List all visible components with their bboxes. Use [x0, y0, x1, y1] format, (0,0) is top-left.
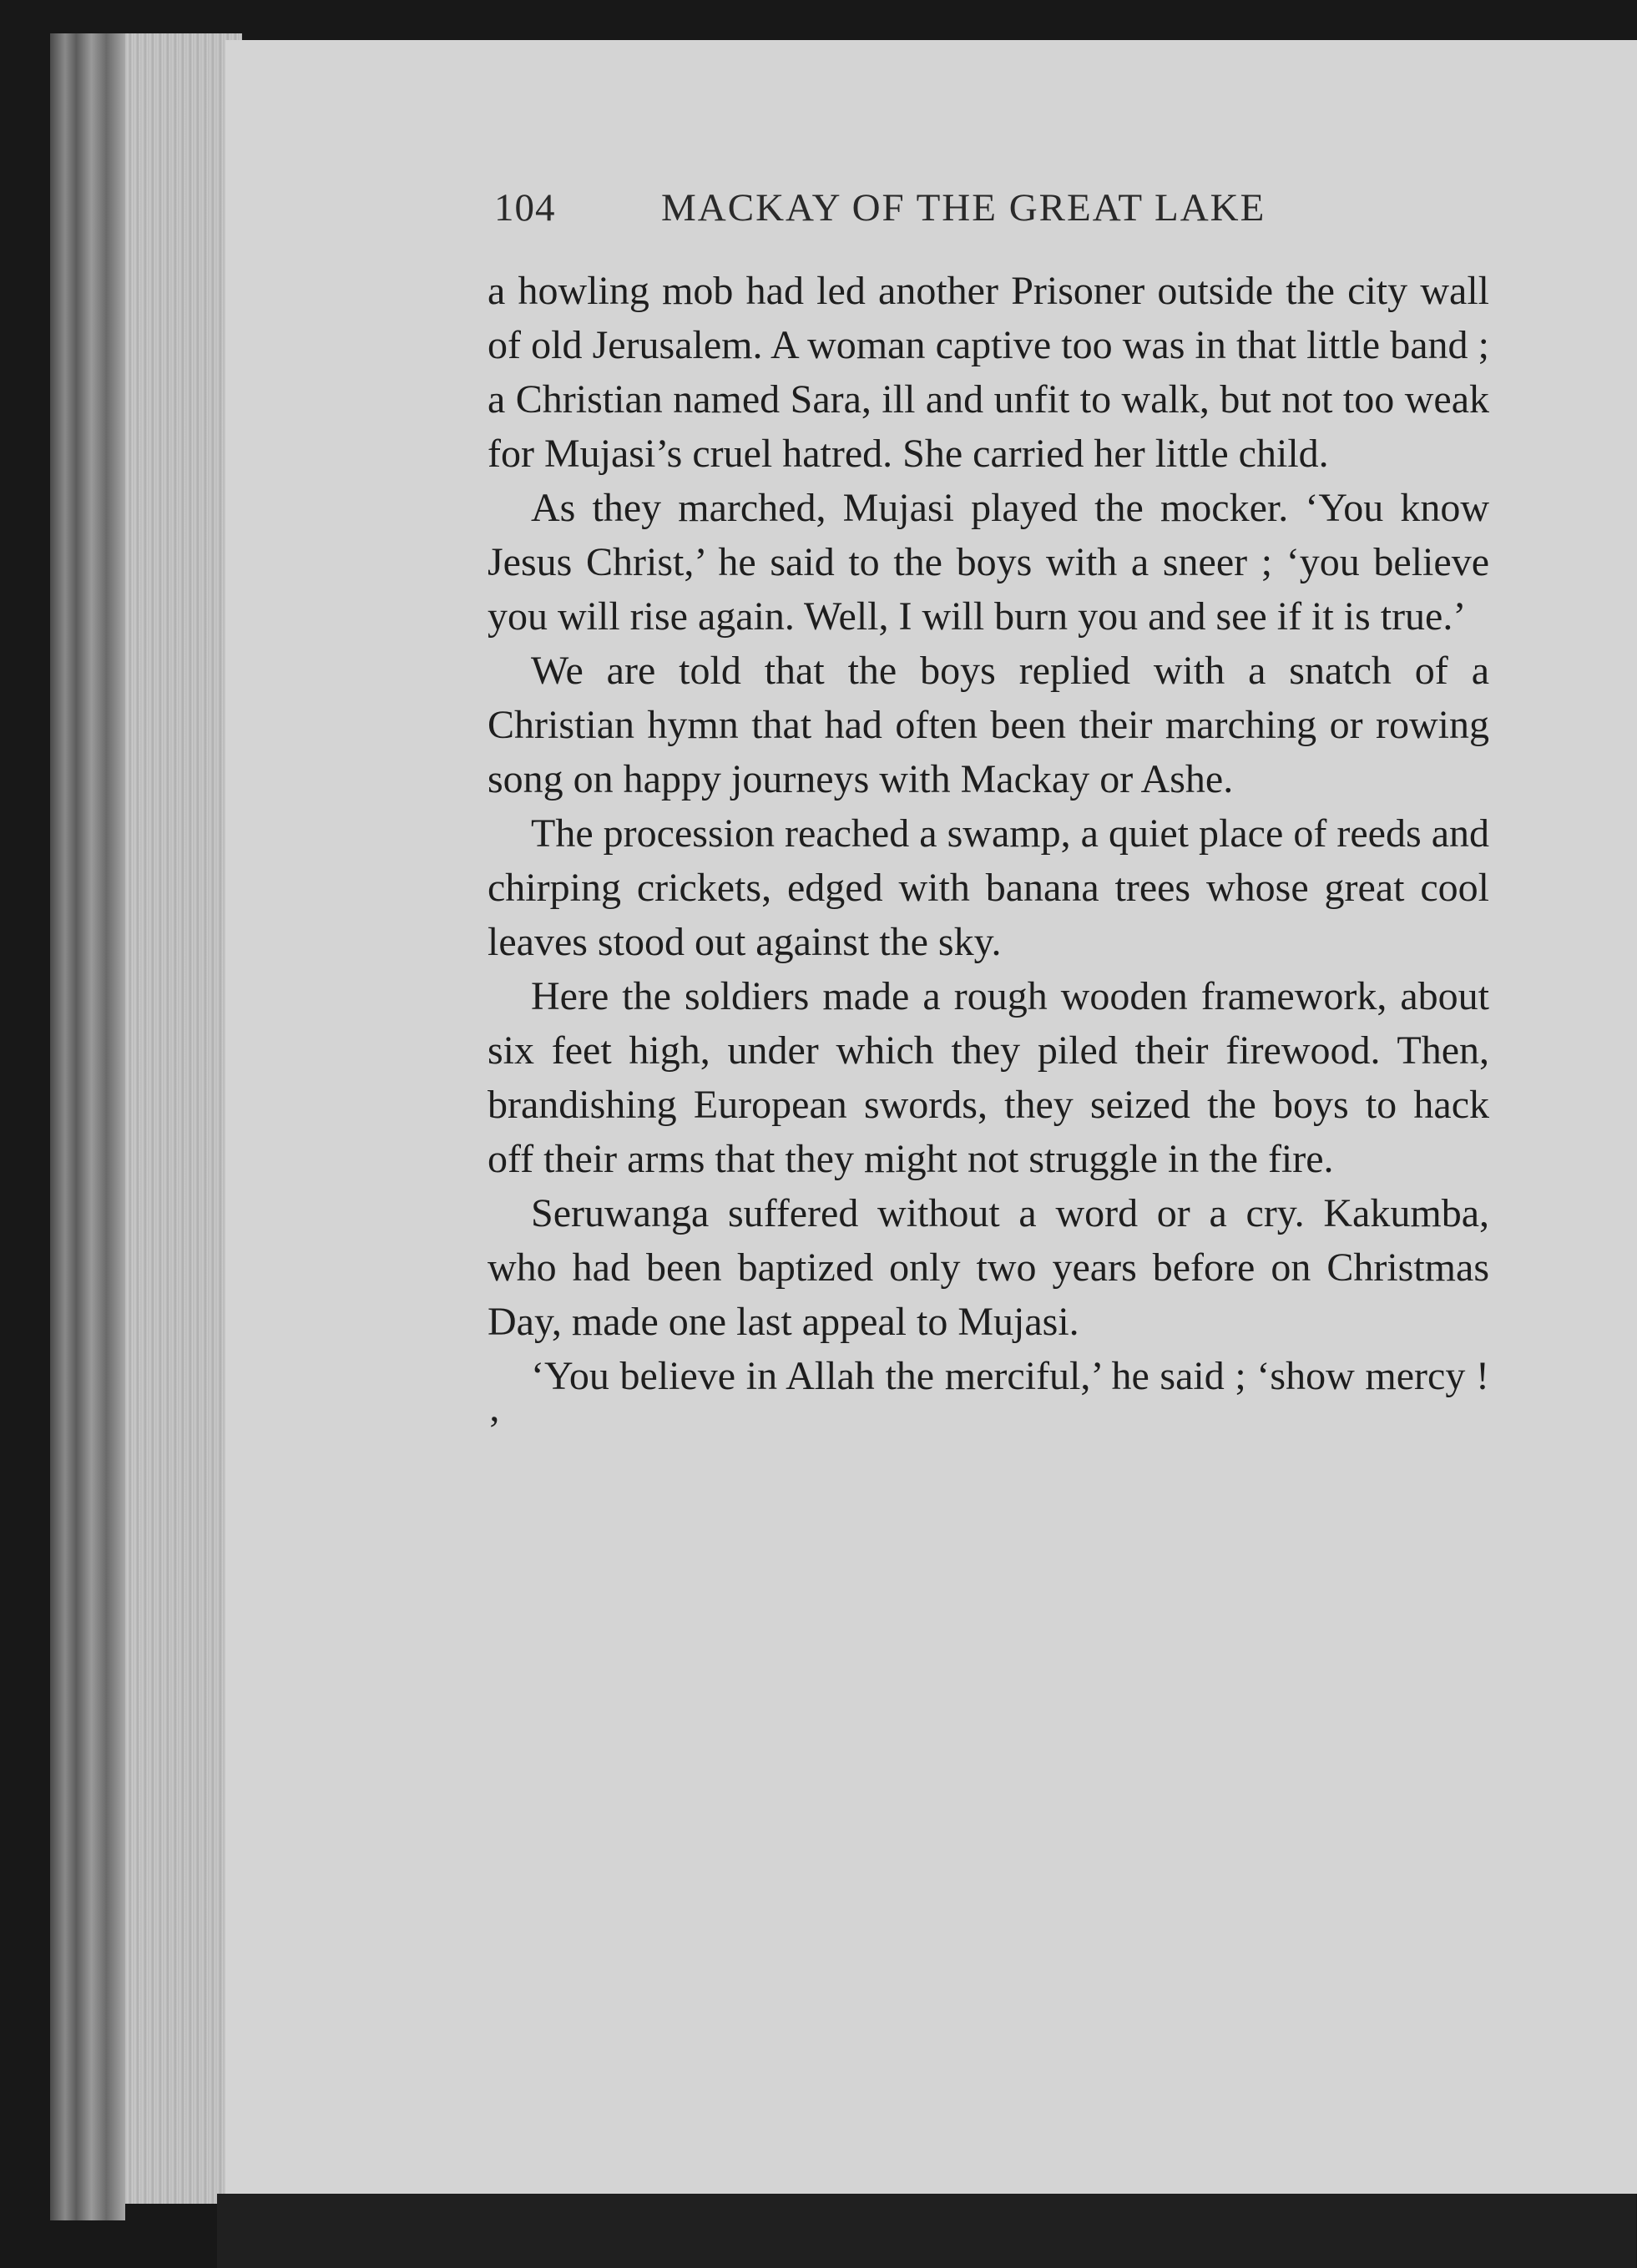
paragraph-2: As they marched, Mujasi played the mocker. ‘You know Jesus Christ,’ he said to the boys with a sneer ; ‘you believe you will rise again. Well, I will burn you and see if it is true.’ [488, 486, 1489, 639]
page-header [494, 185, 1429, 235]
page-edges [125, 33, 242, 2204]
bottom-shadow [217, 2194, 1636, 2268]
paragraph-1: a howling mob had led another Prisoner outside the city wall of old Jerusalem. A woman captive too was in that little band ; a Christian named Sara, ill and unfit to walk, but not too weak for Mujasi’s cruel hatred. She carried her little child. [488, 269, 1489, 476]
paragraph-3: We are told that the boys replied with a snatch of a Christian hymn that had often been their marching or rowing song on happy journeys with Mackay or Ashe. [488, 649, 1489, 801]
paragraph-5: Here the soldiers made a rough wooden framework, about six feet high, under which they piled their firewood. Then, brandishing European swords, they seized the boys to hack off their arms that they might not struggle in the fire. [488, 974, 1489, 1181]
page-number: 104 [494, 186, 556, 230]
running-title: MACKAY OF THE GREAT LAKE [661, 186, 1266, 230]
paragraph-7: ‘You believe in Allah the merciful,’ he said ; ‘show mercy ! ’ [488, 1354, 1489, 1452]
paragraph-4: The procession reached a swamp, a quiet place of reeds and chirping crickets, edged with banana trees whose great cool leaves stood out against the sky. [488, 811, 1489, 964]
book-binding [50, 33, 125, 2220]
paragraph-6: Seruwanga suffered without a word or a cry. Kakumba, who had been baptized only two years before on Christmas Day, made one last appeal to Mujasi. [488, 1191, 1489, 1344]
text-body [488, 264, 1489, 1457]
